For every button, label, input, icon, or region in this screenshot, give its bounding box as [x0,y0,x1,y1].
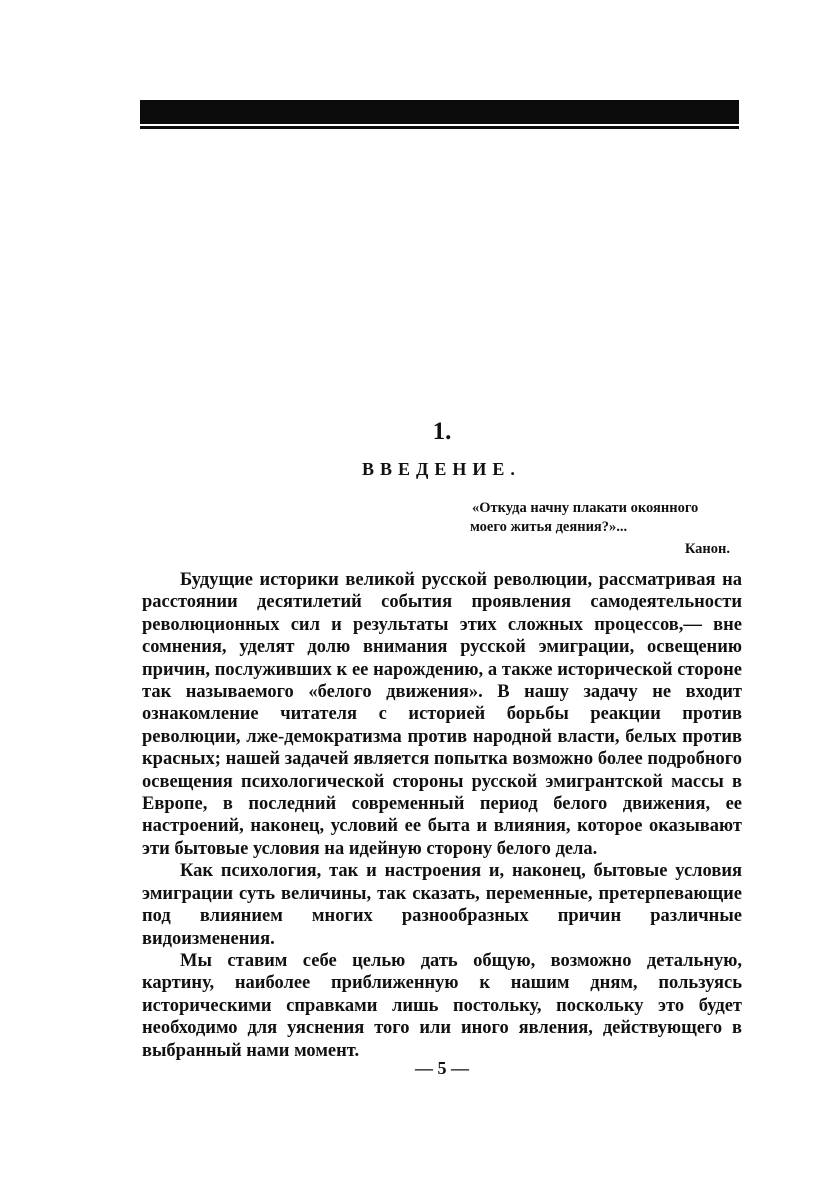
chapter-number: 1. [432,418,452,445]
paragraph-2: Как психология, так и настроения и, наконец, бытовые условия эмиграции суть величины, так сказать, переменные, претерпевающие под влиянием многих разнообразных причин различные видоизменения. [142,861,742,949]
body-text [142,569,742,1062]
chapter-title: ВВЕДЕНИЕ. [362,459,521,479]
epigraph-line-2: моего житья деяния?»... [470,519,628,535]
paragraph-1: Будущие историки великой русской революции, рассматривая на расстоянии десятилетий события проявления самодеятельности революционных сил и результаты этих сложных процессов,— вне сомнения, уделят долю внимания русской эмиграции, освещению причин, послуживших к ее нарождению, а также исторической стороне так называемого «белого движения». В нашу задачу не входит ознакомление читателя с историей борьбы реакции против революции, лже-демократизма против народной власти, белых против красных; нашей задачей является попытка возможно более подробного освещения психологической стороны русской эмигрантской массы в Европе, в последний современный период белого движения, ее настроений, наконец, условий ее быта и влияния, которое оказывают эти бытовые условия на идейную сторону белого дела. [142,570,742,859]
paragraph-3: Мы ставим себе целью дать общую, возможно детальную, картину, наиболее приближенную к нашим дням, пользуясь историческими справками лишь постольку, поскольку это будет необходимо для уяснения того или иного явления, действующего в выбранный нами момент. [142,950,742,1061]
page-number: — 5 — [415,1058,469,1078]
header-rule-thin [140,126,739,129]
epigraph-line-1: «Откуда начну плакати окоянного [472,500,699,516]
header-rule-thick [140,100,739,124]
epigraph [470,499,740,559]
epigraph-source: Канон. [684,541,730,557]
